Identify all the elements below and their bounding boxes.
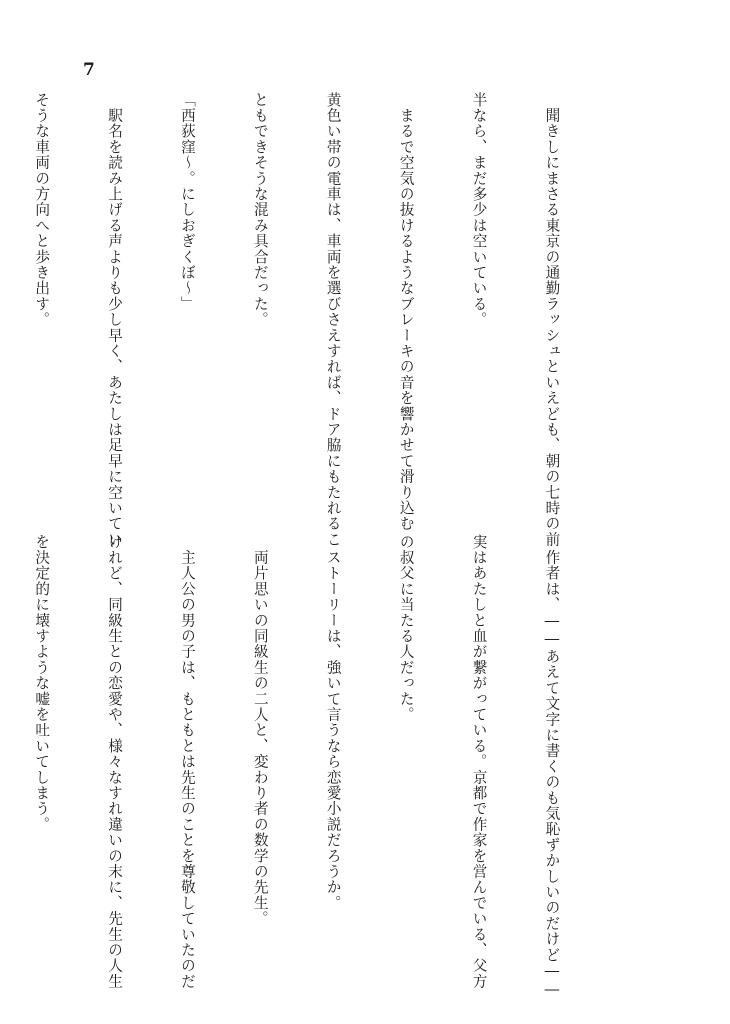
text-line: けれど、同級生との恋愛や、様々なすれ違いの末に、先生の人生 (106, 534, 124, 990)
text-line: 黄色い帯の電車は、車両を選びさえすれば、ドア脇にもたれるこ (324, 92, 342, 548)
text-line: 駅名を読み上げる声よりも少し早く、あたしは足早に空いてい (106, 92, 124, 548)
text-line: 半なら、まだ多少は空いている。 (470, 92, 488, 328)
text-line: まるで空気の抜けるようなブレーキの音を響かせて滑り込む (397, 92, 415, 532)
text-line: ストーリーは、強いて言うなら恋愛小説だろうか。 (324, 534, 342, 911)
page-number: 7 (83, 60, 95, 80)
text-line: 主人公の男の子は、もともとは先生のことを尊敬していたのだ (178, 534, 196, 990)
text-line: 両片思いの同級生の二人と、変わり者の数学の先生。 (251, 534, 269, 927)
text-line: ともできそうな混み具合だった。 (251, 92, 269, 328)
text-line: 作者は、――あえて文字に書くのも気恥ずかしいのだけど―― (543, 534, 561, 999)
text-line: 「西荻窪〜。にしおぎくぼ〜」 (178, 92, 196, 312)
text-line: を決定的に壊すような嘘を吐いてしまう。 (33, 534, 51, 833)
text-block-lower (0, 534, 612, 999)
text-line: 実はあたしと血が繋がっている。京都で作家を営んでいる、父方 (470, 534, 488, 990)
text-block-upper (0, 92, 612, 548)
text-line: 聞きしにまさる東京の通勤ラッシュといえども、朝の七時の前 (543, 92, 561, 548)
text-line: そうな車両の方向へと歩き出す。 (33, 92, 51, 328)
text-line: の叔父に当たる人だった。 (397, 534, 415, 723)
